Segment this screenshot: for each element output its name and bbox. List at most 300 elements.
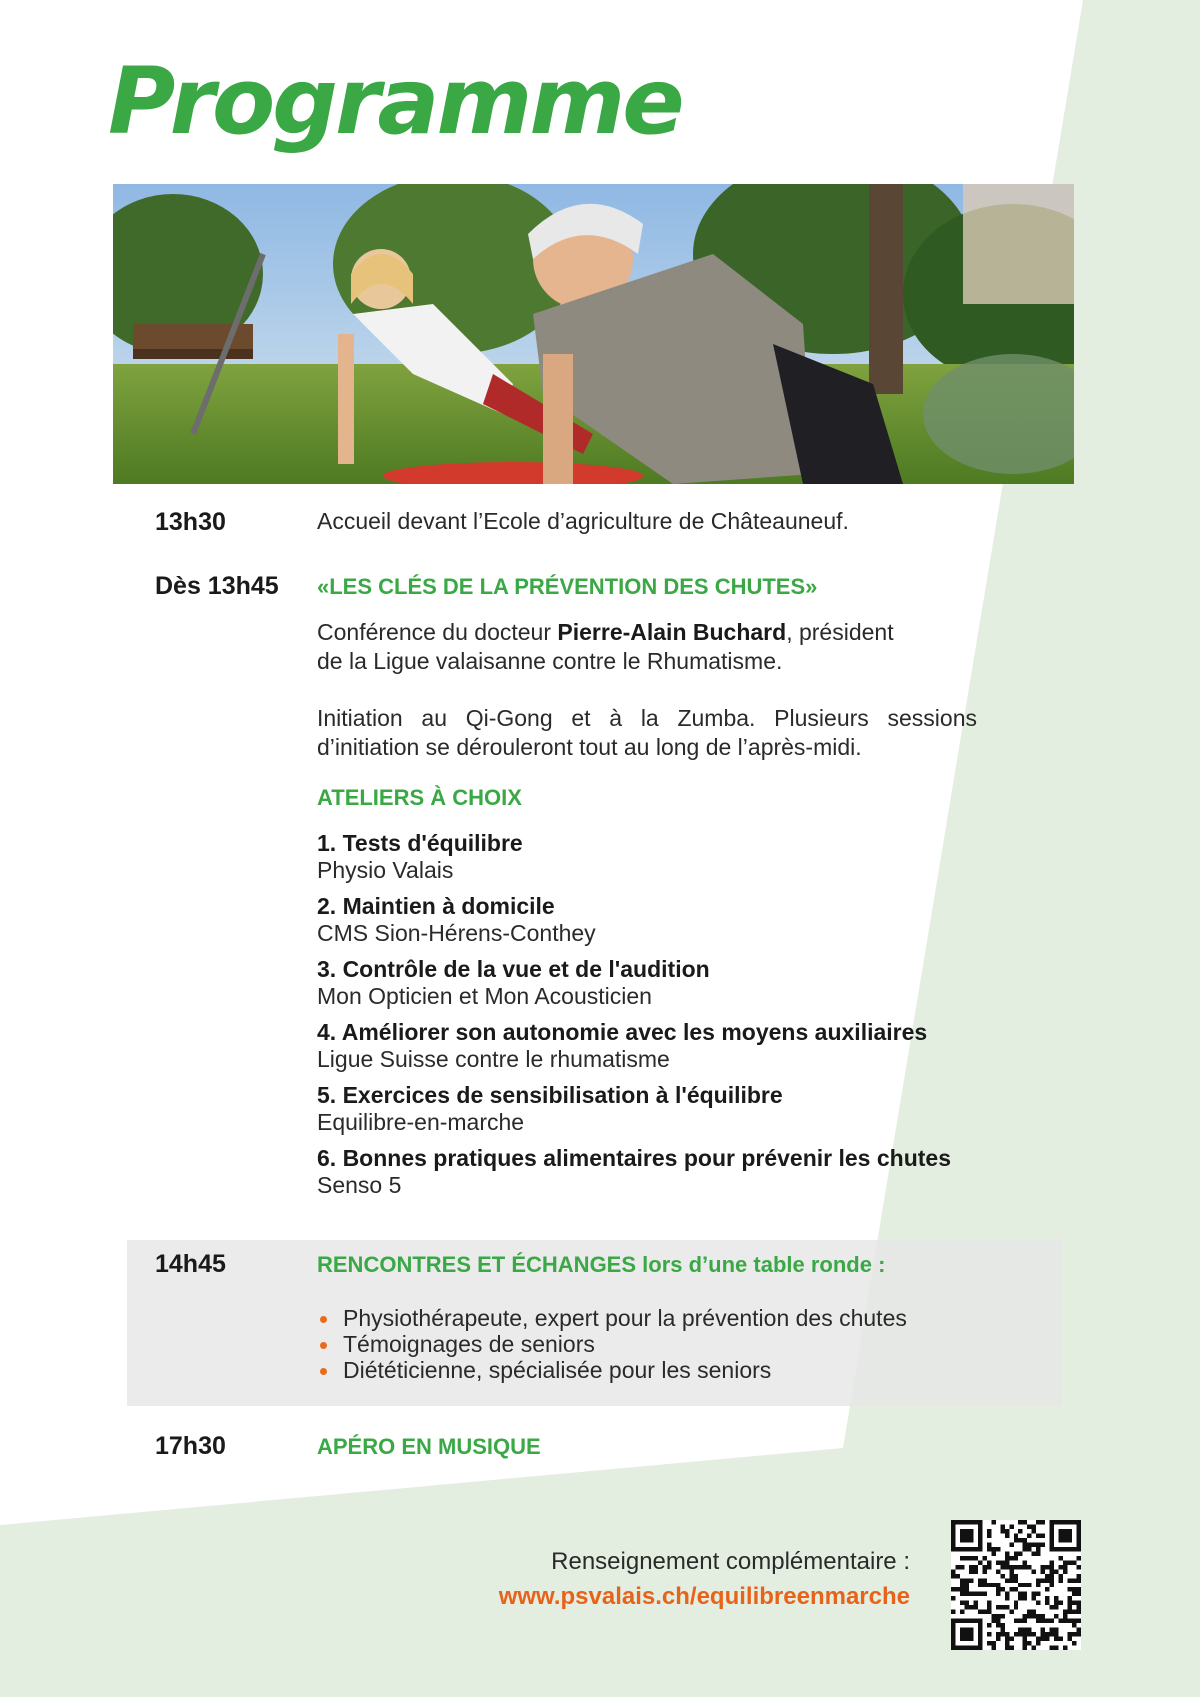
qr-module — [964, 1587, 968, 1591]
qr-module — [1000, 1632, 1004, 1636]
qr-module — [1054, 1601, 1058, 1605]
qr-module — [1077, 1556, 1081, 1560]
qr-module — [1059, 1601, 1063, 1605]
qr-module — [978, 1610, 982, 1614]
qr-module — [1036, 1641, 1040, 1645]
qr-module — [1018, 1632, 1022, 1636]
qr-module — [1005, 1632, 1009, 1636]
qr-module — [1005, 1529, 1009, 1533]
qr-module — [1068, 1520, 1072, 1524]
qr-module — [951, 1628, 955, 1632]
qr-module — [960, 1628, 964, 1632]
qr-module — [1023, 1628, 1027, 1632]
qr-module — [951, 1529, 955, 1533]
qr-module — [982, 1592, 986, 1596]
qr-module — [1023, 1637, 1027, 1641]
initiation-line-1: Initiation au Qi-Gong et à la Zumba. Plusieurs sessions — [317, 705, 977, 731]
qr-module — [1032, 1632, 1036, 1636]
qr-module — [987, 1533, 991, 1537]
qr-module — [951, 1596, 955, 1600]
qr-module — [982, 1565, 986, 1569]
qr-module — [1005, 1578, 1009, 1582]
qr-module — [987, 1605, 991, 1609]
qr-module — [964, 1533, 968, 1537]
workshop-provider: Mon Opticien et Mon Acousticien — [317, 983, 652, 1009]
qr-module — [1045, 1578, 1049, 1582]
qr-module — [1059, 1578, 1063, 1582]
qr-module — [1072, 1560, 1076, 1564]
workshop-provider: CMS Sion-Hérens-Conthey — [317, 920, 596, 946]
qr-module — [960, 1529, 964, 1533]
qr-module — [1032, 1551, 1036, 1555]
qr-module — [987, 1610, 991, 1614]
qr-module — [951, 1619, 955, 1623]
qr-module — [1036, 1637, 1040, 1641]
qr-module — [978, 1560, 982, 1564]
qr-module — [1000, 1560, 1004, 1564]
qr-module — [1072, 1592, 1076, 1596]
qr-module — [1045, 1596, 1049, 1600]
qr-module — [1000, 1574, 1004, 1578]
qr-module — [1050, 1583, 1054, 1587]
initiation-description — [317, 704, 977, 762]
qr-module — [1027, 1524, 1031, 1528]
qr-module — [964, 1556, 968, 1560]
qr-module — [969, 1569, 973, 1573]
qr-module — [1027, 1614, 1031, 1618]
qr-module — [1045, 1565, 1049, 1569]
qr-module — [960, 1583, 964, 1587]
qr-module — [973, 1569, 977, 1573]
qr-module — [1023, 1632, 1027, 1636]
qr-module — [1063, 1565, 1067, 1569]
qr-module — [1027, 1632, 1031, 1636]
qr-module — [960, 1565, 964, 1569]
qr-module — [1036, 1547, 1040, 1551]
qr-module — [1005, 1646, 1009, 1650]
qr-module — [1054, 1569, 1058, 1573]
qr-module — [1077, 1524, 1081, 1528]
qr-module — [1027, 1533, 1031, 1537]
qr-module — [1027, 1542, 1031, 1546]
qr-module — [1041, 1628, 1045, 1632]
qr-module — [978, 1578, 982, 1582]
qr-module — [969, 1592, 973, 1596]
qr-module — [1036, 1592, 1040, 1596]
qr-module — [951, 1547, 955, 1551]
qr-module — [1077, 1538, 1081, 1542]
qr-module — [951, 1610, 955, 1614]
qr-module — [1068, 1538, 1072, 1542]
qr-module — [964, 1619, 968, 1623]
qr-module — [982, 1556, 986, 1560]
bullet-icon — [320, 1342, 327, 1349]
qr-module — [1068, 1529, 1072, 1533]
workshop-provider: Equilibre-en-marche — [317, 1109, 525, 1135]
qr-module — [1050, 1529, 1054, 1533]
qr-module — [1009, 1574, 1013, 1578]
qr-module — [951, 1533, 955, 1537]
qr-module — [1027, 1565, 1031, 1569]
qr-module — [1027, 1583, 1031, 1587]
qr-module — [969, 1520, 973, 1524]
qr-module — [1023, 1583, 1027, 1587]
qr-module — [1063, 1529, 1067, 1533]
workshop-title: 4. Améliorer son autonomie avec les moyens auxiliaires — [317, 1019, 928, 1045]
qr-module — [1041, 1619, 1045, 1623]
qr-module — [1050, 1542, 1054, 1546]
list-item-text: Témoignages de seniors — [343, 1331, 595, 1357]
qr-module — [1068, 1533, 1072, 1537]
qr-module — [1036, 1614, 1040, 1618]
qr-module — [1050, 1569, 1054, 1573]
qr-module — [987, 1565, 991, 1569]
qr-module — [1063, 1646, 1067, 1650]
qr-module — [1077, 1592, 1081, 1596]
qr-module — [1072, 1641, 1076, 1645]
conference-heading: «LES CLÉS DE LA PRÉVENTION DES CHUTES» — [317, 574, 818, 599]
qr-module — [1054, 1646, 1058, 1650]
qr-module — [991, 1646, 995, 1650]
qr-module — [1050, 1646, 1054, 1650]
qr-module — [1054, 1596, 1058, 1600]
qr-module — [1023, 1520, 1027, 1524]
qr-module — [960, 1601, 964, 1605]
qr-module — [951, 1542, 955, 1546]
qr-module — [987, 1601, 991, 1605]
qr-module — [1036, 1619, 1040, 1623]
qr-module — [964, 1637, 968, 1641]
qr-module — [978, 1619, 982, 1623]
qr-module — [960, 1538, 964, 1542]
qr-module — [1045, 1574, 1049, 1578]
qr-module — [960, 1533, 964, 1537]
qr-module — [960, 1637, 964, 1641]
qr-module — [996, 1637, 1000, 1641]
qr-module — [987, 1583, 991, 1587]
qr-module — [969, 1538, 973, 1542]
qr-module — [1077, 1578, 1081, 1582]
qr-module — [1077, 1547, 1081, 1551]
qr-module — [1054, 1637, 1058, 1641]
qr-module — [1018, 1529, 1022, 1533]
qr-module — [1059, 1547, 1063, 1551]
qr-module — [987, 1547, 991, 1551]
qr-module — [1005, 1641, 1009, 1645]
qr-module — [1063, 1560, 1067, 1564]
qr-module — [978, 1628, 982, 1632]
qr-module — [987, 1641, 991, 1645]
qr-module — [1005, 1551, 1009, 1555]
qr-module — [1036, 1601, 1040, 1605]
qr-module — [969, 1632, 973, 1636]
qr-module — [1023, 1547, 1027, 1551]
qr-module — [1072, 1610, 1076, 1614]
qr-module — [1014, 1533, 1018, 1537]
qr-module — [978, 1592, 982, 1596]
qr-module — [964, 1583, 968, 1587]
workshop-provider: Senso 5 — [317, 1172, 402, 1198]
qr-module — [1059, 1565, 1063, 1569]
schedule-time-3: 14h45 — [155, 1250, 226, 1278]
conference-description — [317, 618, 987, 676]
qr-module — [1036, 1533, 1040, 1537]
qr-module — [1005, 1565, 1009, 1569]
qr-module — [960, 1578, 964, 1582]
qr-module — [951, 1574, 955, 1578]
workshop-title: 2. Maintien à domicile — [317, 893, 555, 919]
qr-module — [1014, 1632, 1018, 1636]
qr-module — [960, 1592, 964, 1596]
qr-module — [1000, 1587, 1004, 1591]
qr-module — [978, 1547, 982, 1551]
schedule-time-2: Dès 13h45 — [155, 572, 279, 600]
qr-module — [991, 1641, 995, 1645]
qr-module — [964, 1628, 968, 1632]
qr-module — [1018, 1596, 1022, 1600]
bullet-icon — [320, 1316, 327, 1323]
qr-module — [1023, 1619, 1027, 1623]
workshop-item — [317, 1145, 951, 1198]
qr-module — [1041, 1637, 1045, 1641]
workshop-item — [317, 830, 523, 883]
qr-module — [978, 1524, 982, 1528]
qr-module — [951, 1538, 955, 1542]
qr-module — [1032, 1524, 1036, 1528]
qr-module — [1018, 1592, 1022, 1596]
qr-module — [1009, 1578, 1013, 1582]
qr-module — [1063, 1569, 1067, 1573]
qr-module — [1018, 1628, 1022, 1632]
qr-module — [955, 1646, 959, 1650]
qr-module — [1045, 1637, 1049, 1641]
qr-module — [978, 1623, 982, 1627]
qr-module — [1059, 1574, 1063, 1578]
qr-module — [1050, 1628, 1054, 1632]
qr-module — [978, 1529, 982, 1533]
qr-module — [1041, 1569, 1045, 1573]
workshop-title: 5. Exercices de sensibilisation à l'équilibre — [317, 1082, 783, 1108]
qr-module — [1045, 1601, 1049, 1605]
workshops-heading: ATELIERS À CHOIX — [317, 785, 522, 810]
qr-module — [1068, 1547, 1072, 1551]
qr-module — [1032, 1646, 1036, 1650]
qr-module — [1027, 1610, 1031, 1614]
qr-module — [1023, 1614, 1027, 1618]
qr-module — [1077, 1619, 1081, 1623]
qr-module — [964, 1632, 968, 1636]
qr-module — [1077, 1632, 1081, 1636]
qr-module — [1000, 1623, 1004, 1627]
qr-module — [1059, 1637, 1063, 1641]
qr-module — [1059, 1533, 1063, 1537]
qr-module — [1063, 1538, 1067, 1542]
qr-module — [964, 1578, 968, 1582]
qr-module — [1072, 1578, 1076, 1582]
qr-module — [1014, 1601, 1018, 1605]
qr-module — [1050, 1547, 1054, 1551]
qr-module — [1009, 1556, 1013, 1560]
workshop-title: 3. Contrôle de la vue et de l'audition — [317, 956, 710, 982]
list-item — [317, 1305, 907, 1331]
qr-module — [1068, 1619, 1072, 1623]
qr-module — [1072, 1632, 1076, 1636]
qr-module — [991, 1583, 995, 1587]
qr-module — [1027, 1547, 1031, 1551]
qr-module — [951, 1641, 955, 1645]
qr-module — [1018, 1520, 1022, 1524]
qr-module — [987, 1632, 991, 1636]
qr-module — [996, 1547, 1000, 1551]
qr-module — [1018, 1551, 1022, 1555]
qr-module — [969, 1529, 973, 1533]
qr-module — [1077, 1601, 1081, 1605]
qr-module — [1009, 1637, 1013, 1641]
qr-module — [1072, 1547, 1076, 1551]
qr-module — [964, 1601, 968, 1605]
qr-module — [969, 1605, 973, 1609]
qr-module — [1077, 1565, 1081, 1569]
qr-module — [951, 1587, 955, 1591]
qr-module — [1023, 1538, 1027, 1542]
qr-module — [1059, 1556, 1063, 1560]
list-item-text: Diététicienne, spécialisée pour les seniors — [343, 1357, 772, 1383]
qr-module — [1041, 1565, 1045, 1569]
qr-module — [1050, 1632, 1054, 1636]
qr-module — [1000, 1605, 1004, 1609]
qr-module — [973, 1605, 977, 1609]
qr-module — [1068, 1560, 1072, 1564]
qr-module — [960, 1632, 964, 1636]
qr-module — [1009, 1587, 1013, 1591]
qr-module — [1077, 1628, 1081, 1632]
speaker-name: Pierre-Alain Buchard — [557, 619, 787, 645]
qr-module — [982, 1583, 986, 1587]
qr-module — [991, 1520, 995, 1524]
round-table-list — [317, 1305, 907, 1383]
qr-module — [996, 1632, 1000, 1636]
qr-module — [1050, 1533, 1054, 1537]
qr-code[interactable] — [951, 1520, 1081, 1650]
qr-module — [1050, 1524, 1054, 1528]
qr-module — [969, 1533, 973, 1537]
workshop-item — [317, 1082, 783, 1135]
schedule-time-1: 13h30 — [155, 508, 226, 536]
qr-module — [1054, 1547, 1058, 1551]
qr-module — [987, 1623, 991, 1627]
qr-module — [1032, 1596, 1036, 1600]
round-table-heading: RENCONTRES ET ÉCHANGES lors d’une table ronde : — [317, 1252, 886, 1277]
qr-module — [951, 1637, 955, 1641]
qr-module — [1009, 1569, 1013, 1573]
qr-module — [960, 1547, 964, 1551]
qr-module — [1063, 1520, 1067, 1524]
qr-module — [1032, 1569, 1036, 1573]
qr-module — [955, 1565, 959, 1569]
qr-module — [991, 1551, 995, 1555]
qr-module — [1014, 1551, 1018, 1555]
qr-module — [960, 1619, 964, 1623]
qr-module — [973, 1556, 977, 1560]
qr-module — [1054, 1520, 1058, 1524]
qr-module — [1068, 1601, 1072, 1605]
qr-module — [1018, 1583, 1022, 1587]
qr-module — [978, 1538, 982, 1542]
qr-module — [978, 1641, 982, 1645]
qr-module — [1005, 1637, 1009, 1641]
qr-module — [964, 1520, 968, 1524]
qr-module — [978, 1520, 982, 1524]
qr-module — [951, 1623, 955, 1627]
qr-module — [973, 1592, 977, 1596]
qr-module — [951, 1646, 955, 1650]
qr-module — [1059, 1520, 1063, 1524]
qr-module — [973, 1565, 977, 1569]
qr-module — [1023, 1592, 1027, 1596]
qr-module — [1014, 1587, 1018, 1591]
qr-module — [1014, 1565, 1018, 1569]
workshop-item — [317, 956, 710, 1009]
qr-module — [951, 1520, 955, 1524]
qr-module — [964, 1605, 968, 1609]
list-item — [317, 1331, 907, 1357]
qr-module — [1041, 1632, 1045, 1636]
qr-module — [1054, 1605, 1058, 1609]
list-item-text: Physiothérapeute, expert pour la prévention des chutes — [343, 1305, 907, 1331]
qr-module — [1005, 1533, 1009, 1537]
qr-module — [955, 1547, 959, 1551]
qr-module — [960, 1587, 964, 1591]
qr-module — [1009, 1610, 1013, 1614]
qr-module — [1063, 1610, 1067, 1614]
qr-module — [1077, 1587, 1081, 1591]
qr-module — [1041, 1614, 1045, 1618]
qr-module — [1063, 1614, 1067, 1618]
qr-module — [973, 1646, 977, 1650]
qr-module — [1023, 1542, 1027, 1546]
qr-module — [1068, 1596, 1072, 1600]
qr-module — [951, 1569, 955, 1573]
qr-module — [973, 1601, 977, 1605]
workshop-item — [317, 893, 596, 946]
qr-module — [982, 1578, 986, 1582]
qr-module — [1050, 1565, 1054, 1569]
qr-module — [1009, 1646, 1013, 1650]
qr-module — [1068, 1578, 1072, 1582]
qr-module — [1005, 1596, 1009, 1600]
qr-module — [1032, 1542, 1036, 1546]
qr-module — [987, 1529, 991, 1533]
website-link[interactable]: www.psvalais.ch/equilibreenmarche — [498, 1583, 910, 1610]
qr-module — [1050, 1560, 1054, 1564]
qr-module — [991, 1619, 995, 1623]
qr-module — [1009, 1524, 1013, 1528]
qr-module — [1005, 1592, 1009, 1596]
qr-module — [1068, 1610, 1072, 1614]
qr-module — [955, 1520, 959, 1524]
qr-module — [1000, 1614, 1004, 1618]
qr-module — [1050, 1605, 1054, 1609]
workshop-provider: Ligue Suisse contre le rhumatisme — [317, 1046, 670, 1072]
qr-module — [960, 1520, 964, 1524]
qr-module — [969, 1565, 973, 1569]
page-title: Programme — [108, 48, 682, 155]
qr-module — [982, 1610, 986, 1614]
qr-module — [1014, 1574, 1018, 1578]
qr-module — [1032, 1610, 1036, 1614]
qr-module — [991, 1547, 995, 1551]
workshop-title: 6. Bonnes pratiques alimentaires pour prévenir les chutes — [317, 1145, 951, 1171]
